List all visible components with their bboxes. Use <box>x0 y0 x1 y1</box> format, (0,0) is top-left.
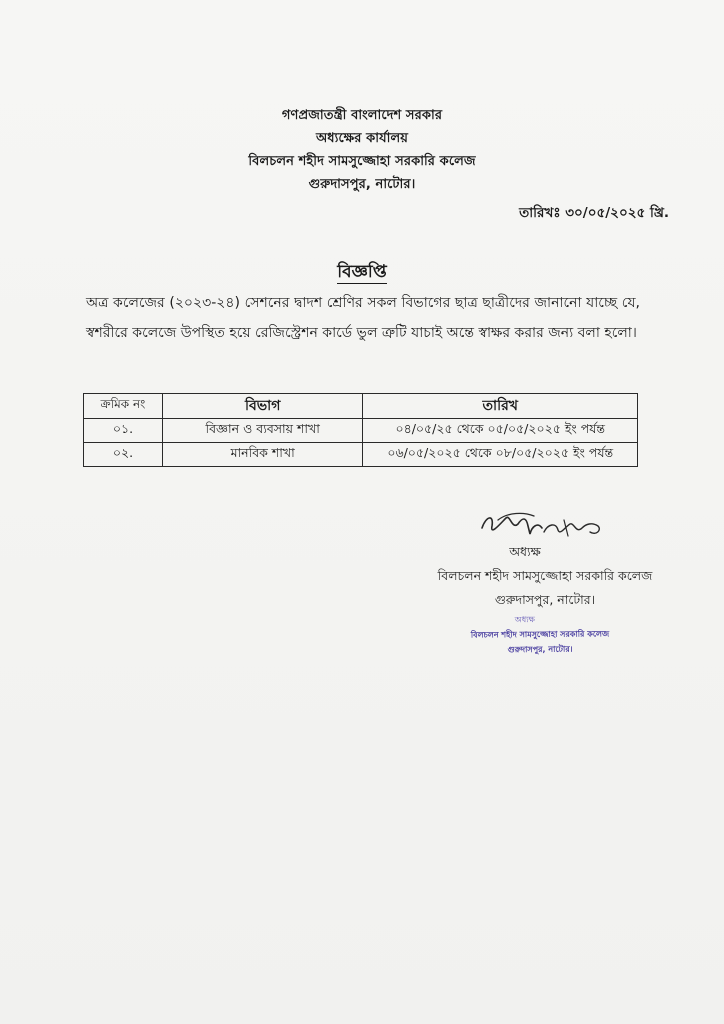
header-department: বিভাগ <box>162 394 363 419</box>
row-serial: ০২. <box>84 443 163 467</box>
schedule-table <box>83 393 638 467</box>
table-row <box>84 443 638 467</box>
signature-block <box>400 540 690 612</box>
notice-body: অত্র কলেজের (২০২৩-২৪) সেশনের দ্বাদশ শ্রেণির সকল বিভাগের ছাত্র ছাত্রীদের জানানো যাচ্ছে যে, স্বশরীরে কলেজে উপস্থিত হয়ে রেজিস্ট্রেশন কার্ডে ভুল ত্রুটি যাচাই অন্তে স্বাক্ষর করার জন্য বলা হলো। <box>86 295 640 341</box>
stamp-college: বিলচলন শহীদ সামসুজ্জোহা সরকারি কলেজ <box>470 629 610 640</box>
table-row <box>84 419 638 443</box>
letterhead-government: গণপ্রজাতন্ত্রী বাংলাদেশ সরকার <box>281 108 443 123</box>
letterhead-location: গুরুদাসপুর, নাটোর। <box>308 177 416 192</box>
header-date: তারিখ <box>363 394 638 419</box>
official-stamp <box>440 611 640 658</box>
notice-title: বিজ্ঞপ্তি <box>337 262 387 282</box>
letterhead-office: অধ্যক্ষের কার্যালয় <box>315 131 409 146</box>
row-department: বিজ্ঞান ও ব্যবসায় শাখা <box>162 419 363 443</box>
notice-title-wrap <box>0 259 724 287</box>
stamp-location: গুরুদাসপুর, নাটোর। <box>507 644 573 655</box>
row-date: ০৪/০৫/২৫ থেকে ০৫/০৫/২০২৫ ইং পর্যন্ত <box>363 419 638 443</box>
letterhead-college: বিলচলন শহীদ সামসুজ্জোহা সরকারি কলেজ <box>248 154 476 169</box>
signatory-location: গুরুদাসপুর, নাটোর। <box>494 592 596 607</box>
row-date: ০৬/০৫/২০২৫ থেকে ০৮/০৫/২০২৫ ইং পর্যন্ত <box>363 443 638 467</box>
letterhead <box>0 104 724 196</box>
header-serial: ক্রমিক নং <box>84 394 163 419</box>
table-header-row <box>84 394 638 419</box>
row-department: মানবিক শাখা <box>162 443 363 467</box>
stamp-designation: অধ্যক্ষ <box>514 615 536 625</box>
notice-date: তারিখঃ ৩০/০৫/২০২৫ খ্রি. <box>519 205 669 221</box>
row-serial: ০১. <box>84 419 163 443</box>
signatory-college: বিলচলন শহীদ সামসুজ্জোহা সরকারি কলেজ <box>437 568 653 583</box>
signatory-designation: অধ্যক্ষ <box>509 544 541 559</box>
